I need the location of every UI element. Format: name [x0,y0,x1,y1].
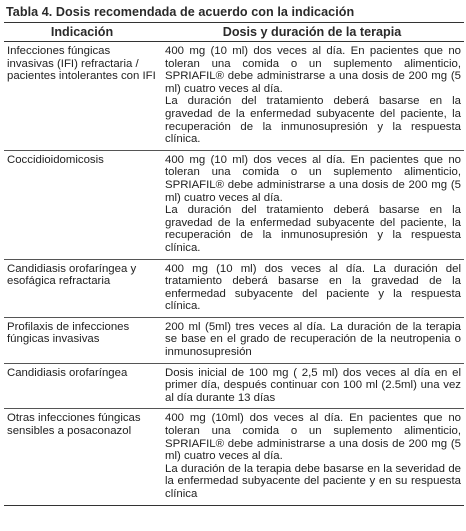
indication-cell: Profilaxis de infecciones fúngicas invasivas [4,317,160,363]
indication-cell: Candidiasis orofaríngea [4,363,160,409]
dose-text: 400 mg (10 ml) dos veces al día. La duración del tratamiento deberá basarse en la gravedad de la enfermedad subyacente del paciente y la respuesta clínica. [165,262,461,313]
dose-text: 400 mg (10 ml) dos veces al día. En pacientes que no toleran una comida o un suplemento alimenticio, SPRIAFIL® debe administrarse a una dosis de 200 mg (5 ml) cuatro veces al día. [165,45,461,95]
dose-cell [160,409,464,505]
dose-text: 400 mg (10 ml) dos veces al día. En pacientes que no toleran una comida o un suplemento alimenticio, SPRIAFIL® debe administrarse a una dosis de 200 mg (5 ml) cuatro veces al día. [165,153,461,204]
dose-cell [160,317,464,363]
table-row [4,259,464,317]
header-dose: Dosis y duración de la terapia [160,23,464,42]
table-row [4,150,464,259]
table-header-row [4,23,464,42]
dose-text: 400 mg (10ml) dos veces al día. En pacientes que no toleran una comida o un suplemento alimenticio, SPRIAFIL® debe administrarse a una dosis de 200 mg (5 ml) cuatro veces al día. [165,412,461,463]
dosage-table [4,22,464,506]
dose-cell [160,150,464,259]
indication-cell: Coccidioidomicosis [4,150,160,259]
header-indication: Indicación [4,23,160,42]
dose-cell [160,42,464,151]
dose-cell [160,259,464,317]
table-row [4,317,464,363]
table-row [4,363,464,409]
table-title: Tabla 4. Dosis recomendada de acuerdo con la indicación [6,5,355,19]
indication-cell: Candidiasis orofaríngea y esofágica refractaria [4,259,160,317]
dose-text: Dosis inicial de 100 mg ( 2,5 ml) dos veces al día en el primer día, después continuar con 100 ml (2.5ml) una vez al día durante 13 días [165,366,461,404]
table-row [4,42,464,151]
duration-note: La duración del tratamiento deberá basarse en la gravedad de la enfermedad subyacente del paciente, la recuperación de la inmunosupresión y la respuesta clínica. [165,204,461,254]
dose-text: 200 ml (5ml) tres veces al día. La duración de la terapia se base en el grado de recuperación de la neutropenia o inmunosupresión [165,320,461,359]
duration-note: La duración del tratamiento deberá basarse en la gravedad de la enfermedad subyacente del paciente, la recuperación de la inmunosupresión y la respuesta clínica. [165,95,461,146]
indication-cell: Otras infecciones fúngicas sensibles a posaconazol [4,409,160,505]
duration-note: La duración de la terapia debe basarse en la severidad de la enfermedad subyacente del paciente y en su respuesta clínica [165,462,461,500]
table-row [4,409,464,505]
dose-cell [160,363,464,409]
indication-cell: Infecciones fúngicas invasivas (IFI) refractaria / pacientes intolerantes con IFI [7,45,156,83]
